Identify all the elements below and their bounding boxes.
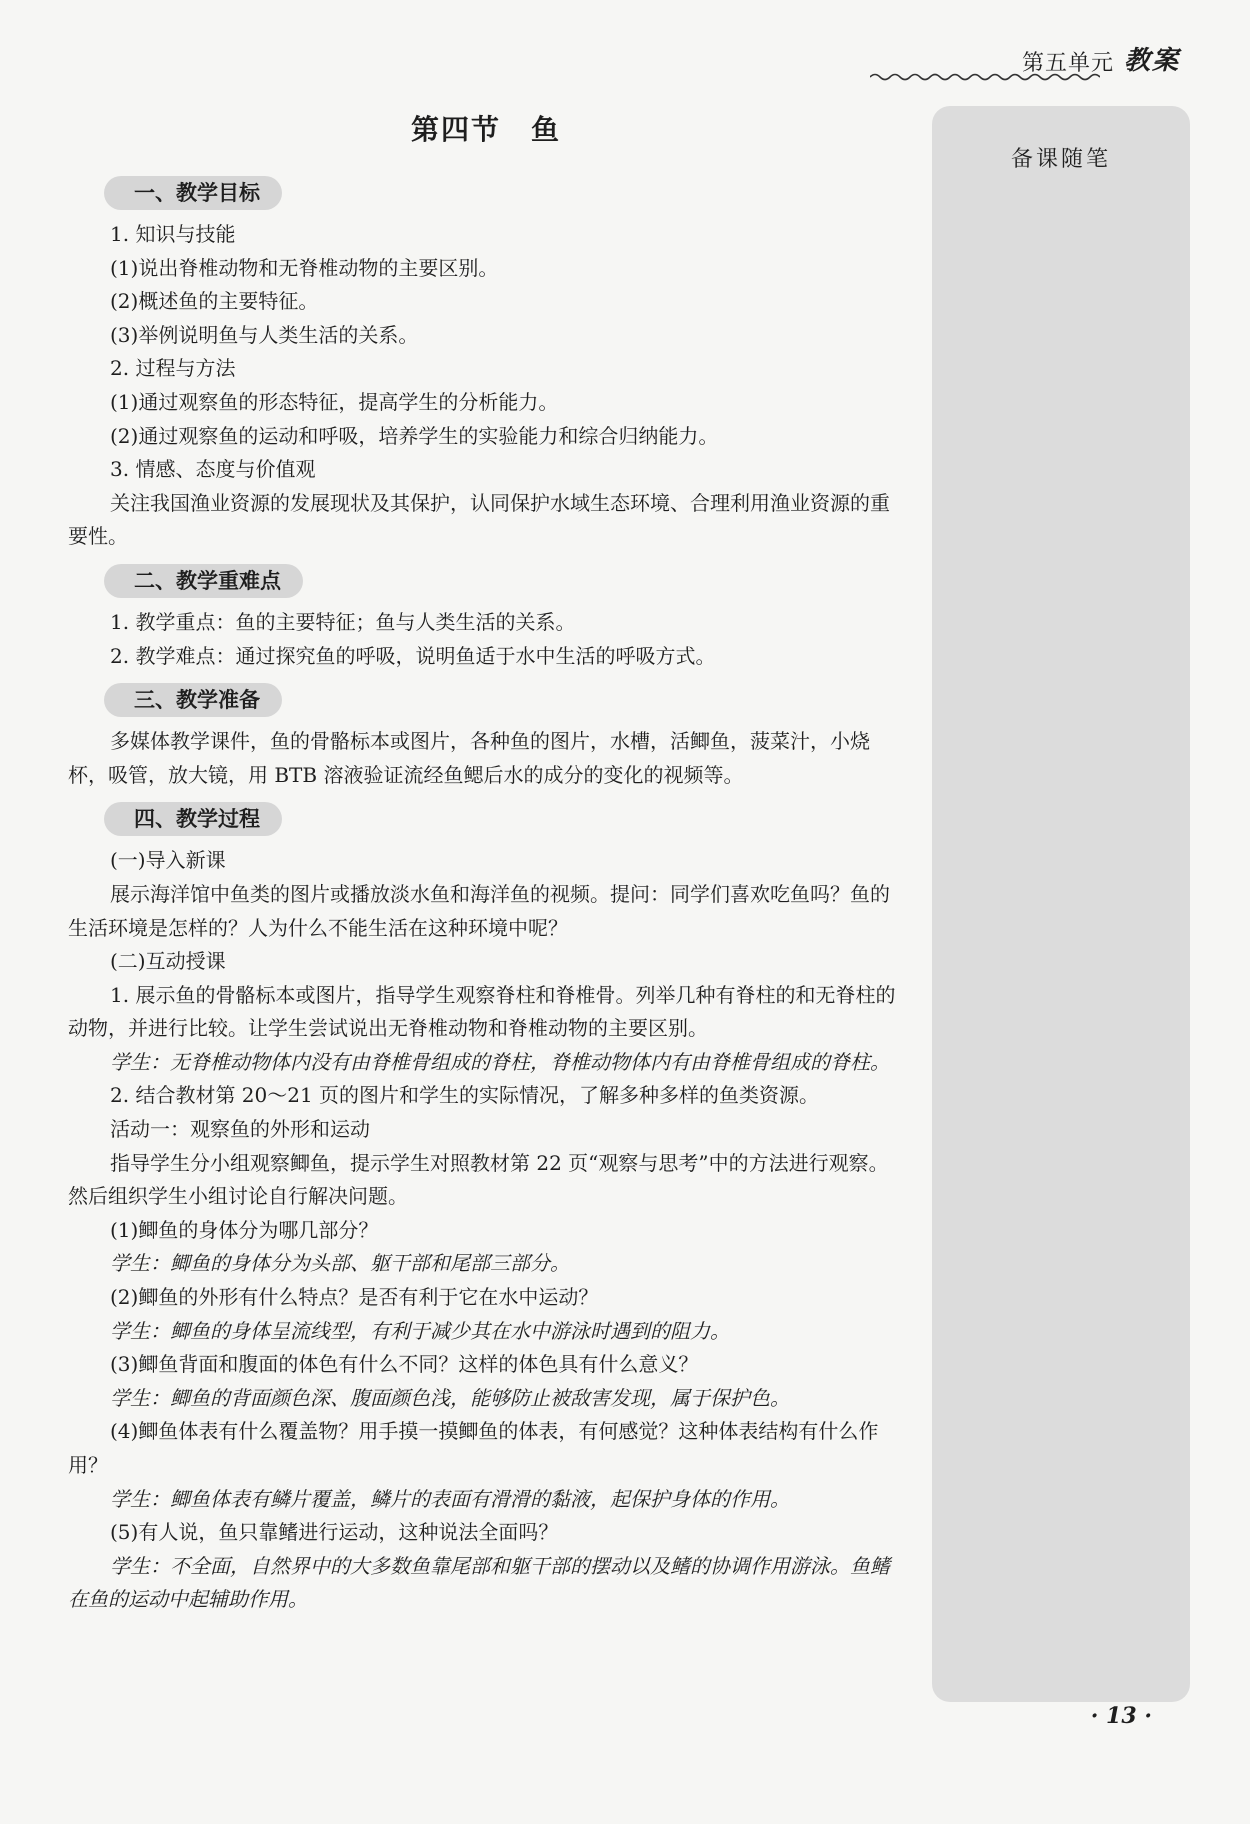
section-heading: 一、教学目标 bbox=[104, 176, 282, 210]
student-answer: 学生：不全面，自然界中的大多数鱼靠尾部和躯干部的摆动以及鳍的协调作用游泳。鱼鳍在鱼的运动中起辅助作用。 bbox=[68, 1553, 890, 1612]
text-line: 活动一：观察鱼的外形和运动 bbox=[110, 1117, 370, 1142]
page-number: · 13 · bbox=[1090, 1703, 1152, 1729]
text-line: (二)互动授课 bbox=[110, 949, 226, 974]
text-line: 1. 教学重点：鱼的主要特征；鱼与人类生活的关系。 bbox=[110, 609, 576, 634]
section-objectives bbox=[68, 166, 904, 554]
section-preparation bbox=[68, 673, 904, 792]
section-process bbox=[68, 792, 904, 1617]
notes-sidebar bbox=[932, 106, 1190, 1702]
text-line: (一)导入新课 bbox=[110, 848, 226, 873]
section-heading: 四、教学过程 bbox=[104, 802, 282, 836]
student-answer: 学生：鲫鱼的背面颜色深、腹面颜色浅，能够防止被敌害发现，属于保护色。 bbox=[110, 1385, 790, 1410]
page-title: 第四节 鱼 bbox=[410, 113, 561, 146]
text-line: (2)鲫鱼的外形有什么特点？是否有利于它在水中运动？ bbox=[110, 1285, 599, 1310]
student-answer: 学生：鲫鱼体表有鳞片覆盖，鳞片的表面有滑滑的黏液，起保护身体的作用。 bbox=[110, 1486, 790, 1511]
text-line: (3)举例说明鱼与人类生活的关系。 bbox=[110, 322, 419, 347]
section-heading: 三、教学准备 bbox=[104, 683, 282, 717]
section-key-points bbox=[68, 554, 904, 673]
text-line: 1. 知识与技能 bbox=[110, 222, 236, 246]
text-line: 3. 情感、态度与价值观 bbox=[110, 457, 316, 482]
doc-type-label: 教案 bbox=[1123, 46, 1180, 76]
text-line: 2. 过程与方法 bbox=[110, 356, 236, 381]
text-line: 展示海洋馆中鱼类的图片或播放淡水鱼和海洋鱼的视频。提问：同学们喜欢吃鱼吗？鱼的生活环境是怎样的？人为什么不能生活在这种环境中呢？ bbox=[68, 881, 890, 940]
text-line: (5)有人说，鱼只靠鳍进行运动，这种说法全面吗？ bbox=[110, 1520, 559, 1545]
text-line: (2)通过观察鱼的运动和呼吸，培养学生的实验能力和综合归纳能力。 bbox=[110, 423, 719, 448]
text-line: 2. 结合教材第 20～21 页的图片和学生的实际情况，了解多种多样的鱼类资源。 bbox=[110, 1083, 820, 1108]
text-line: (1)通过观察鱼的形态特征，提高学生的分析能力。 bbox=[110, 389, 559, 414]
text-line: 1. 展示鱼的骨骼标本或图片，指导学生观察脊柱和脊椎骨。列举几种有脊柱的和无脊柱的动物，并进行比较。让学生尝试说出无脊椎动物和脊椎动物的主要区别。 bbox=[68, 982, 896, 1041]
unit-label: 第五单元 bbox=[1021, 51, 1114, 76]
text-line: (4)鲫鱼体表有什么覆盖物？用手摸一摸鲫鱼的体表，有何感觉？这种体表结构有什么作用？ bbox=[68, 1419, 879, 1477]
main-content bbox=[68, 108, 904, 1617]
text-line: (1)鲫鱼的身体分为哪几部分？ bbox=[110, 1217, 379, 1242]
text-line: (3)鲫鱼背面和腹面的体色有什么不同？这样的体色具有什么意义？ bbox=[110, 1352, 699, 1377]
text-line: 关注我国渔业资源的发展现状及其保护，认同保护水域生态环境、合理利用渔业资源的重要性。 bbox=[68, 490, 890, 549]
student-answer: 学生：鲫鱼的身体呈流线型，有利于减少其在水中游泳时遇到的阻力。 bbox=[110, 1318, 730, 1343]
student-answer: 学生：无脊椎动物体内没有由脊椎骨组成的脊柱，脊椎动物体内有由脊椎骨组成的脊柱。 bbox=[110, 1049, 890, 1074]
section-heading: 二、教学重难点 bbox=[104, 564, 303, 598]
text-line: 2. 教学难点：通过探究鱼的呼吸，说明鱼适于水中生活的呼吸方式。 bbox=[110, 643, 716, 668]
text-line: (2)概述鱼的主要特征。 bbox=[110, 289, 319, 314]
sidebar-title: 备课随笔 bbox=[1010, 147, 1111, 172]
student-answer: 学生：鲫鱼的身体分为头部、躯干部和尾部三部分。 bbox=[110, 1251, 570, 1276]
text-line: 指导学生分小组观察鲫鱼，提示学生对照教材第 22 页“观察与思考”中的方法进行观察。然后组织学生小组讨论自行解决问题。 bbox=[68, 1150, 889, 1209]
text-line: 多媒体教学课件，鱼的骨骼标本或图片，各种鱼的图片，水槽，活鲫鱼，菠菜汁，小烧杯，吸管，放大镜，用 BTB 溶液验证流经鱼鳃后水的成分的变化的视频等。 bbox=[68, 729, 870, 787]
text-line: (1)说出脊椎动物和无脊椎动物的主要区别。 bbox=[110, 255, 499, 280]
header-wave-decoration bbox=[870, 72, 1100, 82]
